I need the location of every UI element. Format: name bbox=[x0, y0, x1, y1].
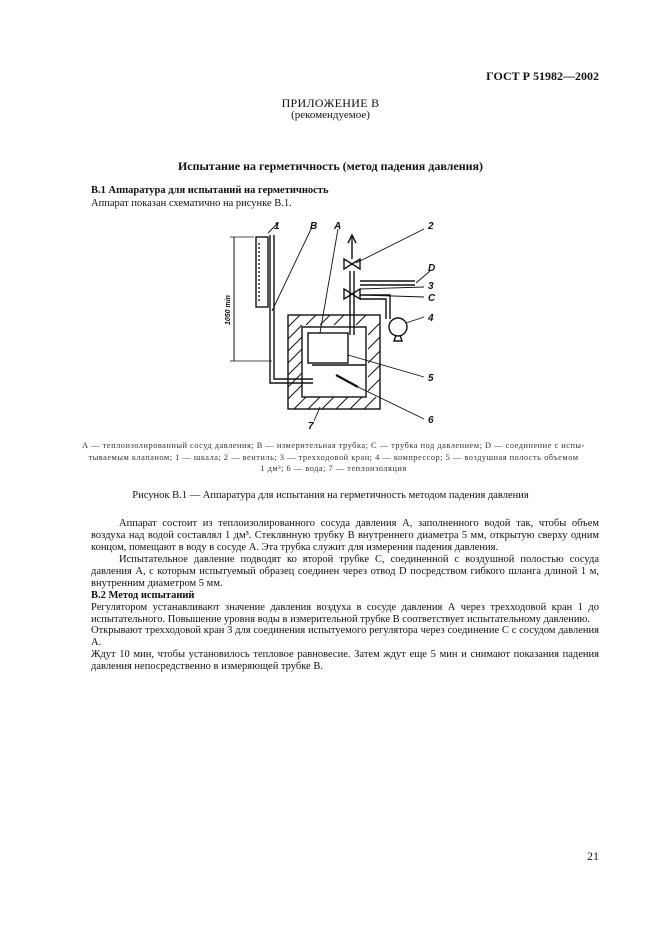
label-7: 7 bbox=[308, 421, 314, 432]
label-4: 4 bbox=[428, 313, 434, 324]
label-D: D bbox=[428, 263, 436, 274]
measuring-tube bbox=[270, 235, 274, 311]
b1-intro: Аппарат показан схематично на рисунке В.1. bbox=[91, 198, 292, 209]
label-A: А bbox=[334, 221, 342, 232]
paragraph-2: Испытательное давление подводят ко второй трубке С, соединенной с воздушной полостью сосуда давления А, с которым испытуемый образец соединен через отвод D посредством гибкого шланга длиной 1 м, внутренним диаметром 5 мм. bbox=[91, 554, 599, 590]
paragraph-1: Аппарат состоит из теплоизолированного сосуда давления А, заполненного водой так, чтобы объем воздуха над водой составлял 1 дм³. Стеклянную трубку В внутреннего диаметра 5 мм, открытую сверху одним концом, помещают в воду в сосуде А. Эта трубка служит для измерения падения давления. bbox=[91, 518, 599, 554]
label-2: 2 bbox=[428, 221, 434, 232]
label-5: 5 bbox=[428, 373, 434, 384]
dimension-label: 1050 min bbox=[225, 295, 232, 325]
paragraph-3: Регулятором устанавливают значение давления воздуха в сосуде давления А через трехходовой кран 1 до испытательного. Повышение уровня воды в измерительной трубке В соответствует испытательному давлению. bbox=[91, 602, 599, 626]
valve-2 bbox=[344, 259, 360, 269]
appendix-subtitle: (рекомендуемое) bbox=[291, 109, 370, 121]
label-1: 1 bbox=[274, 221, 280, 232]
document-code: ГОСТ Р 51982—2002 bbox=[486, 69, 599, 83]
paragraph-4: Открывают трехходовой кран 3 для соединения испытуемого регулятора через соединение С с сосудом давления А. bbox=[91, 625, 599, 649]
page-number: 21 bbox=[587, 849, 599, 863]
compressor bbox=[389, 318, 407, 336]
b2-heading: В.2 Метод испытаний bbox=[91, 590, 195, 601]
section-title: Испытание на герметичность (метод падения давления) bbox=[177, 159, 484, 173]
figure-caption: Рисунок В.1 — Аппаратура для испытания на герметичность методом падения давления bbox=[132, 490, 529, 501]
label-3: 3 bbox=[428, 281, 434, 292]
legend-line-1: А — теплоизолированный сосуд давления; В — измерительная трубка; С — трубка под давлением; D — соединение с испы- bbox=[82, 441, 585, 450]
label-C: С bbox=[428, 293, 436, 304]
legend-line-3: 1 дм³; 6 — вода; 7 — теплоизоляция bbox=[260, 464, 407, 474]
label-B: В bbox=[310, 221, 318, 232]
paragraph-5: Ждут 10 мин, чтобы установилось тепловое равновесие. Затем ждут еще 5 мин и снимают показания падения давления непосредственно в измеряющей трубке В. bbox=[91, 649, 599, 673]
apparatus-diagram bbox=[210, 215, 450, 435]
valve-3 bbox=[344, 289, 360, 299]
scale bbox=[256, 237, 268, 307]
b1-heading: В.1 Аппаратура для испытаний на герметичность bbox=[91, 185, 329, 196]
figure-legend bbox=[66, 440, 601, 475]
label-6: 6 bbox=[428, 415, 434, 426]
appendix-title: ПРИЛОЖЕНИЕ В bbox=[281, 96, 380, 110]
legend-line-2: тываемым клапаном; 1 — шкала; 2 — вентиль; 3 — трехходовой кран; 4 — компрессор; 5 — воздушная полость объемом bbox=[88, 452, 579, 462]
